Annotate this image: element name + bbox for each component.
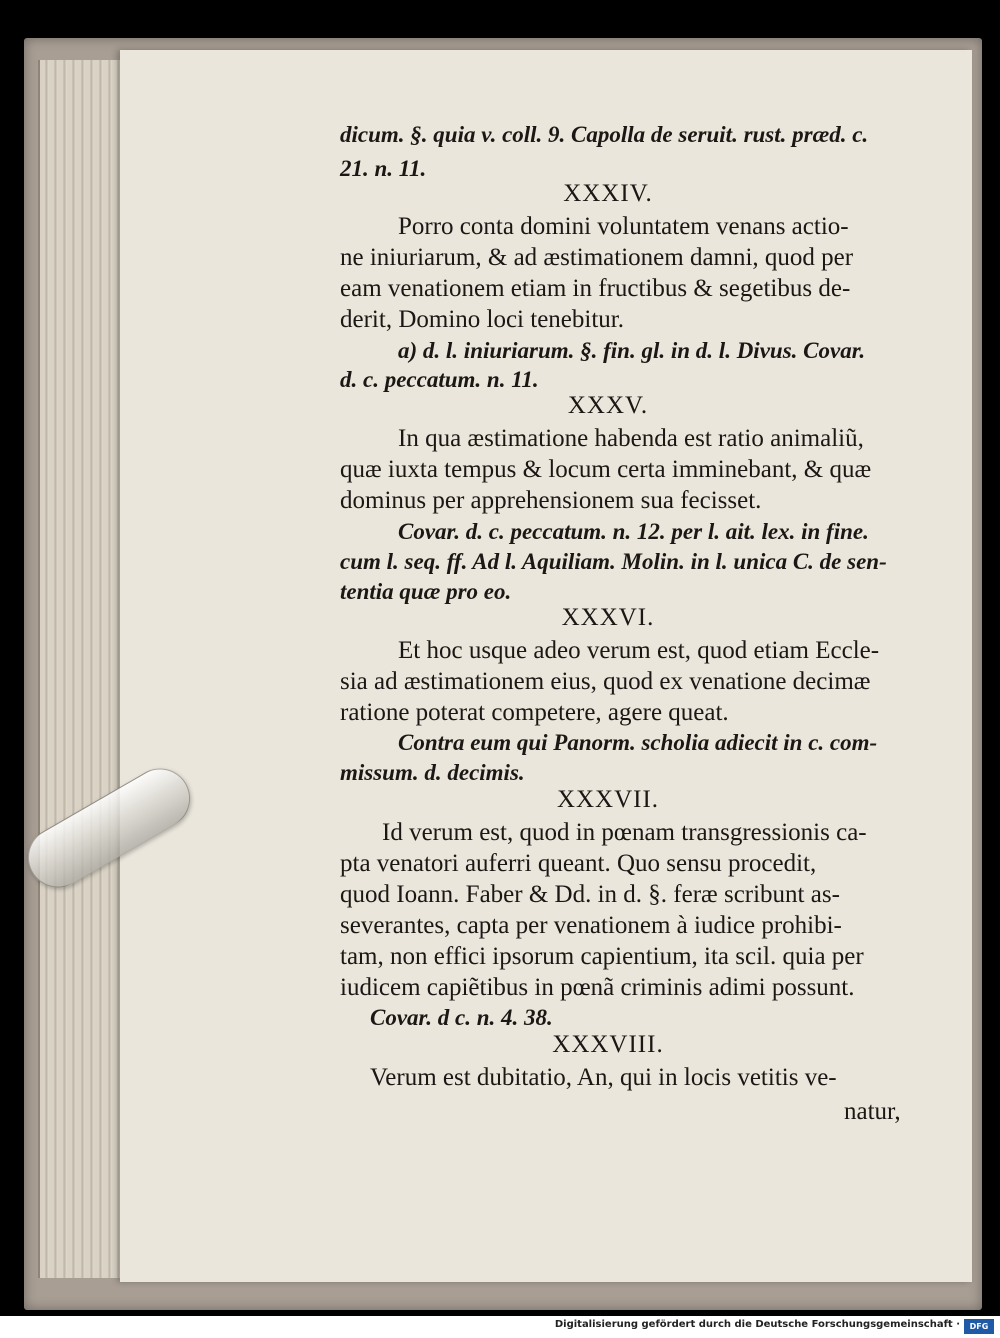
text-line: ratione poterat competere, agere queat. — [340, 699, 729, 726]
text-line: quod Ioann. Faber & Dd. in d. §. feræ scribunt as- — [340, 881, 840, 908]
text-line: derit, Domino loci tenebitur. — [340, 306, 624, 333]
text-line: dicum. §. quia v. coll. 9. Capolla de seruit. rust. præd. c. — [340, 122, 869, 147]
footer-bar — [0, 1316, 1000, 1338]
text-line: In qua æstimatione habenda est ratio animaliũ, — [398, 425, 864, 452]
text-line: severantes, capta per venationem à iudice prohibi- — [340, 912, 842, 939]
footnote-line: Covar. d. c. peccatum. n. 12. per l. ait. lex. in fine. — [398, 519, 869, 544]
section-heading: XXXV. — [567, 392, 649, 419]
footnote-line: missum. d. decimis. — [340, 760, 525, 785]
footnote-line: d. c. peccatum. n. 11. — [340, 367, 539, 392]
text-line: tam, non effici ipsorum capientium, ita scil. quia per — [340, 943, 864, 970]
footnote-line: Covar. d c. n. 4. 38. — [370, 1005, 553, 1030]
text-line: Porro conta domini voluntatem venans actio- — [398, 213, 849, 240]
text-line: dominus per apprehensionem sua fecisset. — [340, 487, 762, 514]
footnote-line: tentia quæ pro eo. — [340, 579, 512, 604]
text-line: sia ad æstimationem eius, quod ex venatione decimæ — [340, 668, 871, 695]
text-line: 21. n. 11. — [340, 156, 427, 181]
footnote-line: cum l. seq. ff. Ad l. Aquiliam. Molin. in l. unica C. de sen- — [340, 549, 887, 574]
dfg-logo-icon: DFG — [964, 1319, 994, 1334]
footnote-line: a) d. l. iniuriarum. §. fin. gl. in d. l. Divus. Covar. — [398, 338, 866, 363]
footnote-line: Contra eum qui Panorm. scholia adiecit in c. com- — [398, 730, 878, 755]
text-line: Id verum est, quod in pœnam transgressionis ca- — [382, 819, 867, 846]
text-line: Et hoc usque adeo verum est, quod etiam Eccle- — [398, 637, 880, 664]
text-line: ne iniuriarum, & ad æstimationem damni, quod per — [340, 244, 854, 271]
section-heading: XXXIV. — [563, 180, 653, 207]
text-line: Verum est dubitatio, An, qui in locis vetitis ve- — [370, 1064, 837, 1091]
section-heading: XXXVIII. — [552, 1031, 664, 1058]
text-line: quæ iuxta tempus & locum certa imminebant, & quæ — [340, 456, 872, 483]
text-line: pta venatori auferri queant. Quo sensu procedit, — [340, 850, 817, 877]
footer-credit: Digitalisierung gefördert durch die Deutsche Forschungsgemeinschaft · — [554, 1319, 960, 1330]
section-heading: XXXVII. — [556, 786, 660, 813]
text-line: eam venationem etiam in fructibus & segetibus de- — [340, 275, 851, 302]
catchword: natur, — [844, 1098, 901, 1125]
section-heading: XXXVI. — [561, 604, 655, 631]
text-line: iudicem capiẽtibus in pœnã criminis adimi possunt. — [340, 974, 855, 1001]
